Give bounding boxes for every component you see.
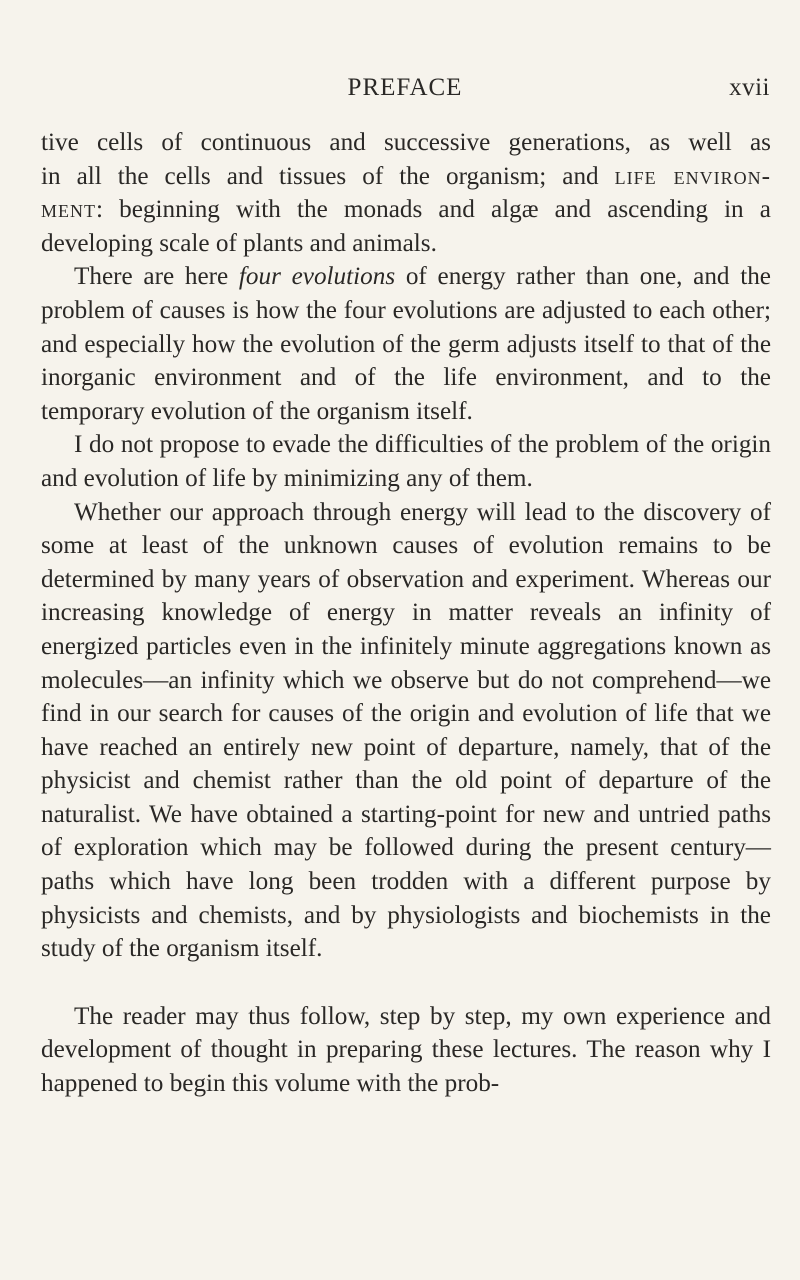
paragraph-gap [41,966,771,1000]
body-text [41,126,771,1101]
italic-phrase: four evolutions [238,263,396,291]
p1-line4: developing scale of plants and animals. [41,229,437,257]
p2-text-before: There are here [74,263,239,291]
paragraph-continued-line2 [41,160,771,194]
paragraph-continued-line4 [41,227,771,261]
paragraph-continued [41,126,771,160]
small-caps-term: life environ- [614,162,771,190]
paragraph-reader: The reader may thus follow, step by step, my own experience and development of thought in preparing these lectures. The reason why I happened to begin this volume with the prob- [41,1002,771,1098]
paragraph-four-evolutions [41,260,771,428]
p1-line3-text: : beginning with the monads and algæ and ascending in a [96,196,771,224]
page-number: xvii [729,74,770,101]
running-head [40,74,770,114]
running-title: PREFACE [347,74,463,101]
paragraph-energy-approach: Whether our approach through energy will lead to the discovery of some at least of the unknown causes of evolution remains to be determined by many years of observation and experiment. Whereas our increasing knowledge of energy in matter reveals an infinity of energized particles even in the infinitely minute aggregations known as molecules—an infinity which we observe but do not comprehend—we find in our search for causes of the origin and evolution of life that we have reached an entirely new point of departure, namely, that of the physicist and chemist rather than the old point of departure of the naturalist. We have obtained a starting-point for new and untried paths of exploration which may be followed during the present century—paths which have long been trodden with a different purpose by physicists and chemists, and by physiologists and biochemists in the study of the organism itself. [41,498,771,963]
small-caps-term-end: ment [41,196,96,224]
p1-line1: tive cells of continuous and successive generations, as well as [41,129,771,156]
p1-line2-text: in all the cells and tissues of the organism; and [41,162,615,190]
paragraph-continued-line3 [41,193,771,227]
p2-text-after: of energy rather than one, and the problem of causes is how the four evolutions are adjusted to each other; and especially how the evolution of the germ adjusts itself to that of the inorganic environment and of the life environment, and to the temporary evolution of the organism itself. [41,263,771,425]
paragraph-difficulties: I do not propose to evade the difficulties of the problem of the origin and evolution of life by minimizing any of them. [41,431,771,492]
